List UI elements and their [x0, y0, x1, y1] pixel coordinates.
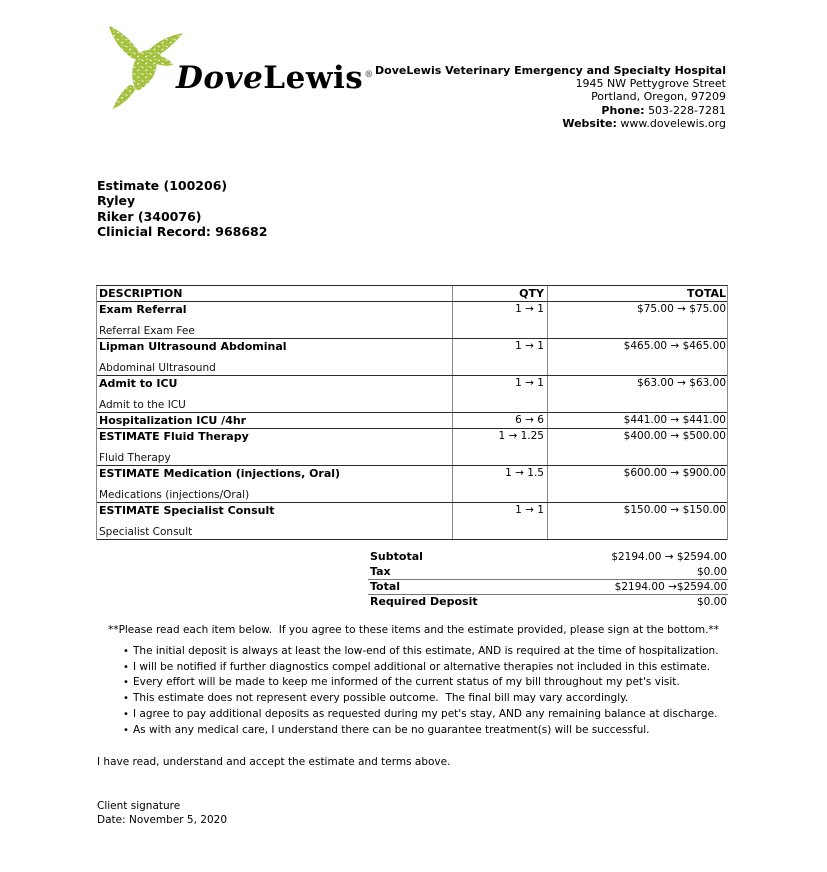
subtotal-value: $2194.00 → $2594.00 [611, 551, 727, 563]
table-row [97, 503, 727, 540]
hospital-address-line1: 1945 NW Pettygrove Street [575, 77, 726, 91]
item-name: Exam Referral [99, 303, 187, 316]
item-total: $600.00 → $900.00 [623, 467, 726, 479]
table-row [97, 429, 727, 466]
item-total: $150.00 → $150.00 [623, 504, 726, 516]
item-total: $400.00 → $500.00 [623, 430, 726, 442]
terms-bullet: • This estimate does not represent every possible outcome. The final bill may vary accordingly. [133, 691, 743, 707]
patient-line: Riker (340076) [97, 208, 202, 224]
item-name: ESTIMATE Specialist Consult [99, 504, 275, 517]
signature-date-line: Date: November 5, 2020 [97, 814, 228, 827]
item-name: Lipman Ultrasound Abdominal [99, 340, 287, 353]
item-qty: 1 → 1 [453, 339, 548, 375]
tax-label: Tax [370, 565, 391, 578]
item-qty: 1 → 1 [453, 503, 548, 539]
item-description: Referral Exam Fee [99, 325, 195, 337]
registered-mark: ® [364, 69, 374, 80]
subtotal-row [96, 550, 728, 565]
logo-word-lewis: Lewis [263, 60, 364, 96]
item-total: $63.00 → $63.00 [637, 377, 726, 389]
total-row [96, 580, 728, 595]
item-qty: 1 → 1 [453, 376, 548, 412]
terms-intro: **Please read each item below. If you agree to these items and the estimate provided, please sign at the bottom.** [108, 624, 719, 636]
hospital-phone [306, 104, 726, 117]
hospital-contact-block [306, 64, 726, 130]
terms-bullet: • I agree to pay additional deposits as requested during my pet's stay, AND any remaining balance at discharge. [133, 707, 743, 723]
header-total: TOTAL [686, 287, 726, 300]
clinical-record-line: Clinicial Record: 968682 [97, 224, 268, 240]
terms-bullet: • Every effort will be made to keep me informed of the current status of my bill throughout my pet's visit. [133, 675, 743, 691]
phone-label: Phone: [601, 103, 645, 117]
table-row [97, 339, 727, 376]
table-row [97, 413, 727, 429]
website-url: www.dovelewis.org [620, 116, 726, 130]
total-value: $2194.00 →$2594.00 [614, 581, 727, 593]
total-label: Total [370, 580, 401, 593]
item-total: $441.00 → $441.00 [623, 414, 726, 426]
table-row [97, 376, 727, 413]
logo-word-dove: Dove [176, 60, 264, 96]
item-total: $465.00 → $465.00 [623, 340, 726, 352]
subtotal-label: Subtotal [370, 550, 423, 563]
totals-block [96, 550, 728, 610]
website-label: Website: [562, 116, 617, 130]
item-qty: 1 → 1.25 [453, 429, 548, 465]
hospital-website [306, 117, 726, 130]
tax-value: $0.00 [696, 566, 727, 578]
item-name: ESTIMATE Fluid Therapy [99, 430, 249, 443]
signature-block [97, 799, 227, 828]
owner-name: Ryley [97, 193, 136, 209]
terms-bullet-list [133, 644, 743, 738]
item-description: Admit to the ICU [99, 399, 186, 411]
item-name: Hospitalization ICU /4hr [99, 414, 247, 427]
item-name: ESTIMATE Medication (injections, Oral) [99, 467, 341, 480]
estimate-number-line: Estimate (100206) [97, 178, 228, 193]
table-header-row [97, 286, 727, 302]
terms-bullet: • As with any medical care, I understand there can be no guarantee treatment(s) will be successful. [133, 723, 743, 739]
acknowledgement-line: I have read, understand and accept the estimate and terms above. [97, 756, 451, 768]
tax-row [96, 565, 728, 580]
item-qty: 6 → 6 [453, 413, 548, 428]
estimate-items-table [96, 285, 728, 540]
item-description: Abdominal Ultrasound [99, 362, 216, 374]
phone-number: 503-228-7281 [648, 103, 726, 117]
header-qty: QTY [453, 286, 548, 301]
item-total: $75.00 → $75.00 [637, 303, 726, 315]
item-qty: 1 → 1 [453, 302, 548, 338]
header-description: DESCRIPTION [97, 286, 453, 301]
hospital-address-line2: Portland, Oregon, 97209 [591, 90, 726, 104]
item-description: Fluid Therapy [99, 452, 171, 464]
hospital-name: DoveLewis Veterinary Emergency and Specialty Hospital [375, 64, 726, 77]
required-deposit-label: Required Deposit [370, 595, 478, 608]
table-row [97, 302, 727, 339]
terms-bullet: • The initial deposit is always at least the low-end of this estimate, AND is required at the time of hospitalization. [133, 644, 743, 660]
client-signature-label: Client signature [97, 800, 181, 812]
item-description: Specialist Consult [99, 526, 193, 538]
item-name: Admit to ICU [99, 377, 178, 390]
terms-bullet: • I will be notified if further diagnostics compel additional or alternative therapies not included in this estimate. [133, 660, 743, 676]
estimate-info-block [97, 178, 267, 240]
item-description: Medications (injections/Oral) [99, 489, 250, 501]
table-row [97, 466, 727, 503]
item-qty: 1 → 1.5 [453, 466, 548, 502]
required-deposit-value: $0.00 [696, 596, 727, 608]
required-deposit-row [96, 595, 728, 610]
